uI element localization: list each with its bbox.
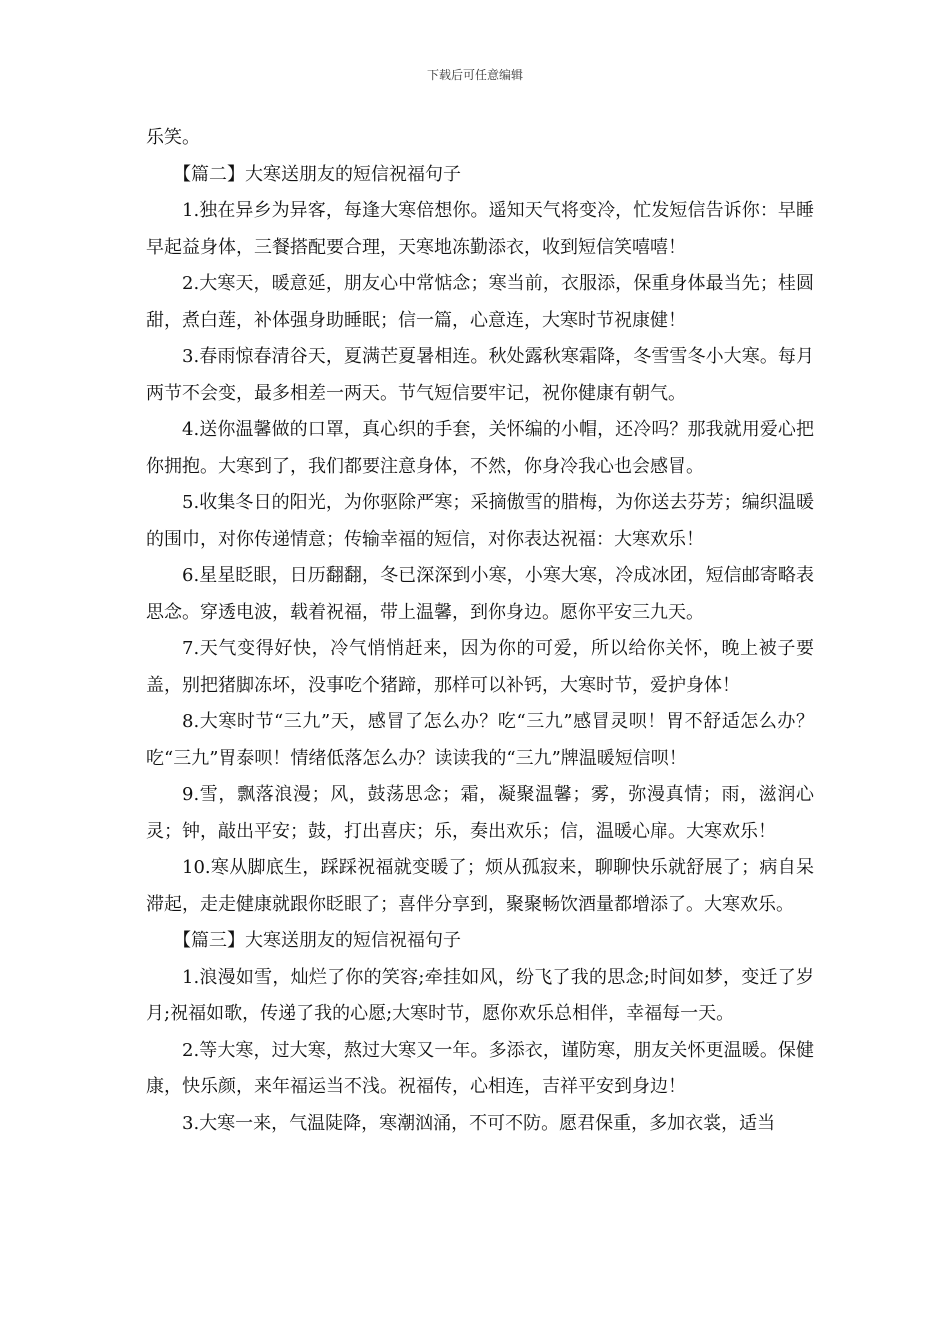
list-item: 1.浪漫如雪，灿烂了你的笑容;牵挂如风，纷飞了我的思念;时间如梦，变迁了岁月;祝福如歌，传递了我的心愿;大寒时节，愿你欢乐总相伴，幸福每一天。 (146, 966, 814, 1024)
paragraph: 乐笑。 (146, 127, 200, 148)
document-body (146, 120, 814, 1142)
page-header: 下载后可任意编辑 (426, 68, 523, 82)
list-item: 3.春雨惊春清谷天，夏满芒夏暑相连。秋处露秋寒霜降，冬雪雪冬小大寒。每月两节不会变，最多相差一两天。节气短信要牢记，祝你健康有朝气。 (146, 346, 814, 404)
list-item: 6.星星眨眼，日历翻翻，冬已深深到小寒，小寒大寒，冷成冰团，短信邮寄略表思念。穿透电波，载着祝福，带上温馨，到你身边。愿你平安三九天。 (146, 565, 814, 623)
list-item: 8.大寒时节“三九”天，感冒了怎么办？吃“三九”感冒灵呗！胃不舒适怎么办？吃“三九”胃泰呗！情绪低落怎么办？读读我的“三九”牌温暖短信呗！ (146, 711, 814, 769)
list-item: 4.送你温馨做的口罩，真心织的手套，关怀编的小帽，还冷吗？那我就用爱心把你拥抱。大寒到了，我们都要注意身体，不然，你身冷我心也会感冒。 (146, 419, 814, 477)
list-item: 7.天气变得好快，冷气悄悄赶来，因为你的可爱，所以给你关怀，晚上被子要盖，别把猪脚冻坏，没事吃个猪蹄，那样可以补钙，大寒时节，爱护身体！ (146, 638, 814, 696)
list-item: 5.收集冬日的阳光，为你驱除严寒；采摘傲雪的腊梅，为你送去芬芳；编织温暖的围巾，对你传递情意；传输幸福的短信，对你表达祝福：大寒欢乐！ (146, 492, 814, 550)
list-item: 9.雪，飘落浪漫；风，鼓荡思念；霜，凝聚温馨；雾，弥漫真情；雨，滋润心灵；钟，敲出平安；鼓，打出喜庆；乐，奏出欢乐；信，温暖心扉。大寒欢乐！ (146, 784, 814, 842)
section-title: 【篇三】大寒送朋友的短信祝福句子 (173, 930, 461, 951)
section-title: 【篇二】大寒送朋友的短信祝福句子 (173, 163, 461, 185)
list-item: 3.大寒一来，气温陡降，寒潮汹涌，不可不防。愿君保重，多加衣裳，适当 (182, 1112, 776, 1134)
list-item: 2.等大寒，过大寒，熬过大寒又一年。多添衣，谨防寒，朋友关怀更温暖。保健康，快乐颜，来年福运当不浅。祝福传，心相连，吉祥平安到身边！ (146, 1039, 814, 1097)
list-item: 2.大寒天，暖意延，朋友心中常惦念；寒当前，衣服添，保重身体最当先；桂圆甜，煮白莲，补体强身助睡眠；信一篇，心意连，大寒时节祝康健！ (146, 273, 814, 331)
list-item: 10.寒从脚底生，踩踩祝福就变暖了；烦从孤寂来，聊聊快乐就舒展了；病自呆滞起，走走健康就跟你眨眼了；喜伴分享到，聚聚畅饮酒量都增添了。大寒欢乐。 (146, 857, 814, 915)
list-item: 1.独在异乡为异客，每逢大寒倍想你。遥知天气将变冷，忙发短信告诉你：早睡早起益身体，三餐搭配要合理，天寒地冻勤添衣，收到短信笑嘻嘻！ (146, 200, 814, 258)
